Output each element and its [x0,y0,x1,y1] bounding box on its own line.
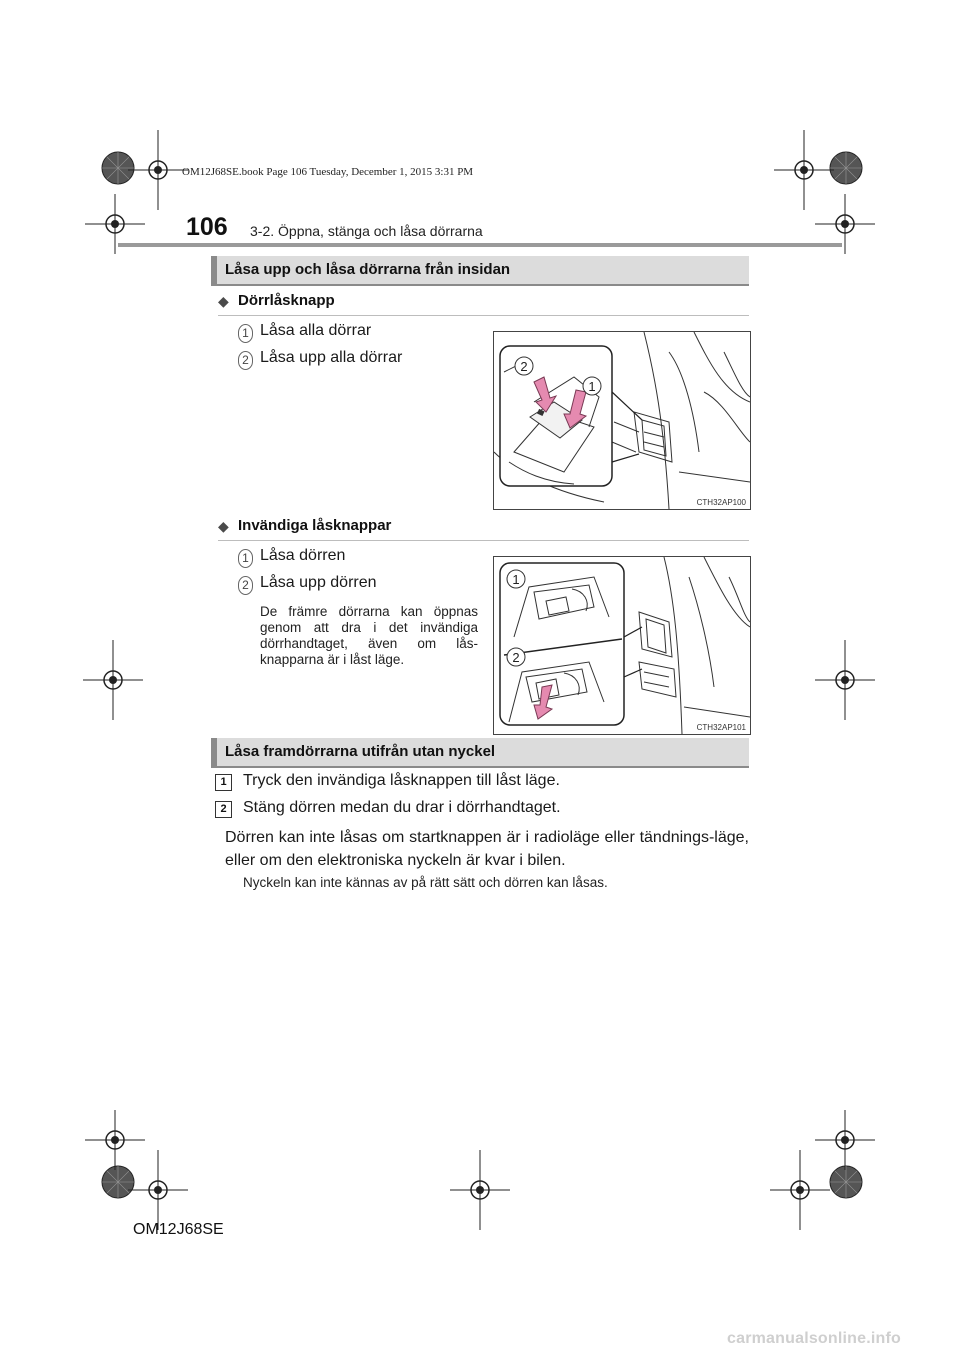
figure-inside-lock-buttons [493,556,751,735]
item-text: Låsa alla dörrar [260,322,372,339]
figure-callout-2: 2 [512,650,520,665]
section-heading-text: Låsa upp och låsa dörrarna från insidan [225,261,511,278]
diamond-bullet-icon: ◆ [218,518,229,534]
item-number: 1 [238,549,253,568]
item-text: Låsa upp alla dörrar [260,349,403,366]
section-heading-text: Låsa framdörrarna utifrån utan nyckel [225,743,496,760]
page-number: 106 [186,213,228,241]
inside-lock-button-illustration [494,557,750,734]
site-watermark: carmanualsonline.info [727,1330,902,1347]
subheading-text: Invändiga låsknappar [238,517,392,534]
door-lock-switch-illustration [494,332,750,509]
step-number: 2 [215,801,232,818]
crosshair-mark-bottom-1 [128,1150,188,1230]
crosshair-mark-bottom-center [450,1150,510,1230]
figure-code: CTH32AP100 [696,498,746,507]
header-rule [118,243,842,247]
section-heading-unlock-lock-inside [211,256,749,286]
crosshair-mark-bottom-2 [770,1150,830,1230]
section-heading-bar [211,738,217,766]
step-number: 1 [215,774,232,791]
subheading-text: Dörrlåsknapp [238,292,335,309]
section-heading-lock-front-doors-outside [211,738,749,768]
crosshair-mark-right-middle [815,640,875,720]
diamond-bullet-icon: ◆ [218,293,229,309]
section-heading-bar [211,256,217,284]
book-file-info: OM12J68SE.book Page 106 Tuesday, December 1, 2015 3:31 PM [182,166,474,178]
step-text: Tryck den invändiga låsknappen till låst läge. [243,772,560,789]
figure-callout-2: 2 [520,359,528,374]
crosshair-mark-left-middle [83,640,143,720]
note-text: Nyckeln kan inte kännas av på rätt sätt och dörren kan låsas. [243,875,608,890]
figure-callout-1: 1 [588,379,596,394]
subheading-door-lock-switch [218,289,749,316]
body-paragraph: Dörren kan inte låsas om startknappen är i radioläge eller tändnings-läge, eller om den elektroniska nyckeln är kvar i bilen. [225,829,749,869]
note-text: De främre dörrarna kan öppnas genom att dra i det invändiga dörrhandtaget, även om lås-knapparna är i låst läge. [260,604,478,667]
subheading-inside-lock-buttons [218,514,749,541]
item-text: Låsa dörren [260,547,346,564]
step-text: Stäng dörren medan du drar i dörrhandtaget. [243,799,561,816]
figure-callout-1: 1 [512,572,520,587]
item-number: 1 [238,324,253,343]
chapter-title: 3-2. Öppna, stänga och låsa dörrarna [250,223,483,239]
item-text: Låsa upp dörren [260,574,377,591]
item-number: 2 [238,351,253,370]
item-number: 2 [238,576,253,595]
figure-door-lock-switch [493,331,751,510]
manual-code: OM12J68SE [133,1221,224,1238]
figure-code: CTH32AP101 [696,723,746,732]
